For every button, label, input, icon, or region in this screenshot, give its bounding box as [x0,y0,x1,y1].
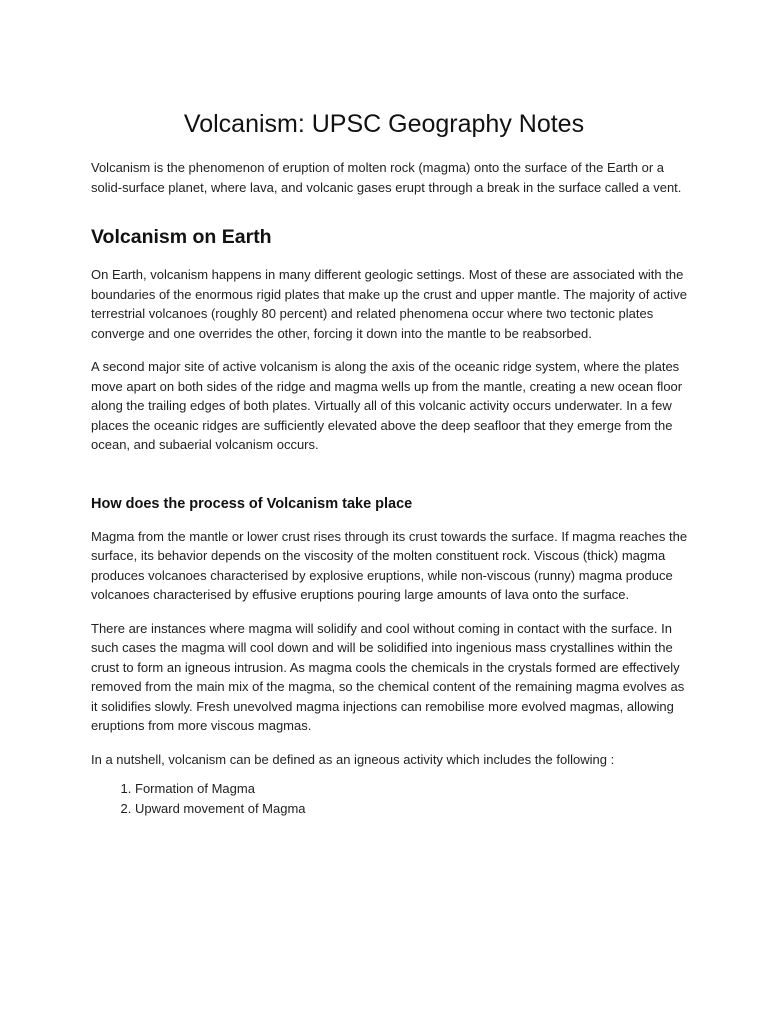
list-item: 2. Upward movement of Magma [135,799,691,819]
nutshell-paragraph: In a nutshell, volcanism can be defined as an igneous activity which includes the following : [91,751,615,767]
document-title: Volcanism: UPSC Geography Notes [183,110,585,138]
section-heading-volcanism-on-earth: Volcanism on Earth [91,226,272,248]
section-heading-process: How does the process of Volcanism take place [91,495,413,512]
igneous-activity-list [91,779,691,818]
earth-paragraph-1: On Earth, volcanism happens in many different geologic settings. Most of these are associated with the boundaries of the enormous rigid plates that make up the crust and upper mantle. The majority of active terrestrial volcanoes (roughly 80 percent) and related phenomena occur where two tectonic plates converge and one overrides the other, forcing it down into the mantle to be reabsorbed. [91,267,687,341]
process-paragraph-2: There are instances where magma will solidify and cool without coming in contact with the surface. In such cases the magma will cool down and will be solidified into ingenious mass crystallines within the crust to form an igneous intrusion. As magma cools the chemicals in the crystals formed are effectively removed from the main mix of the magma, so the chemical content of the remaining magma evolves as it solidifies slowly. Fresh unevolved magma injections can remobilise more evolved magmas, allowing eruptions from more viscous magmas. [91,620,685,733]
document-body [91,158,691,818]
list-item: 1. Formation of Magma [135,779,691,799]
earth-paragraph-2: A second major site of active volcanism is along the axis of the oceanic ridge system, where the plates move apart on both sides of the ridge and magma wells up from the mantle, creating a new ocean floor along the trailing edges of both plates. Virtually all of this volcanic activity occurs underwater. In a few places the oceanic ridges are sufficiently elevated above the deep seafloor that they emerge from the ocean, and subaerial volcanism occurs. [91,359,683,452]
intro-paragraph: Volcanism is the phenomenon of eruption of molten rock (magma) onto the surface of the Earth or a solid-surface planet, where lava, and volcanic gases erupt through a break in the surface called a vent. [91,160,682,195]
process-paragraph-1: Magma from the mantle or lower crust rises through its crust towards the surface. If magma reaches the surface, its behavior depends on the viscosity of the molten constituent rock. Viscous (thick) magma produces volcanoes characterised by explosive eruptions, while non-viscous (runny) magma produce volcanoes characterised by effusive eruptions pouring large amounts of lava onto the surface. [91,528,688,602]
